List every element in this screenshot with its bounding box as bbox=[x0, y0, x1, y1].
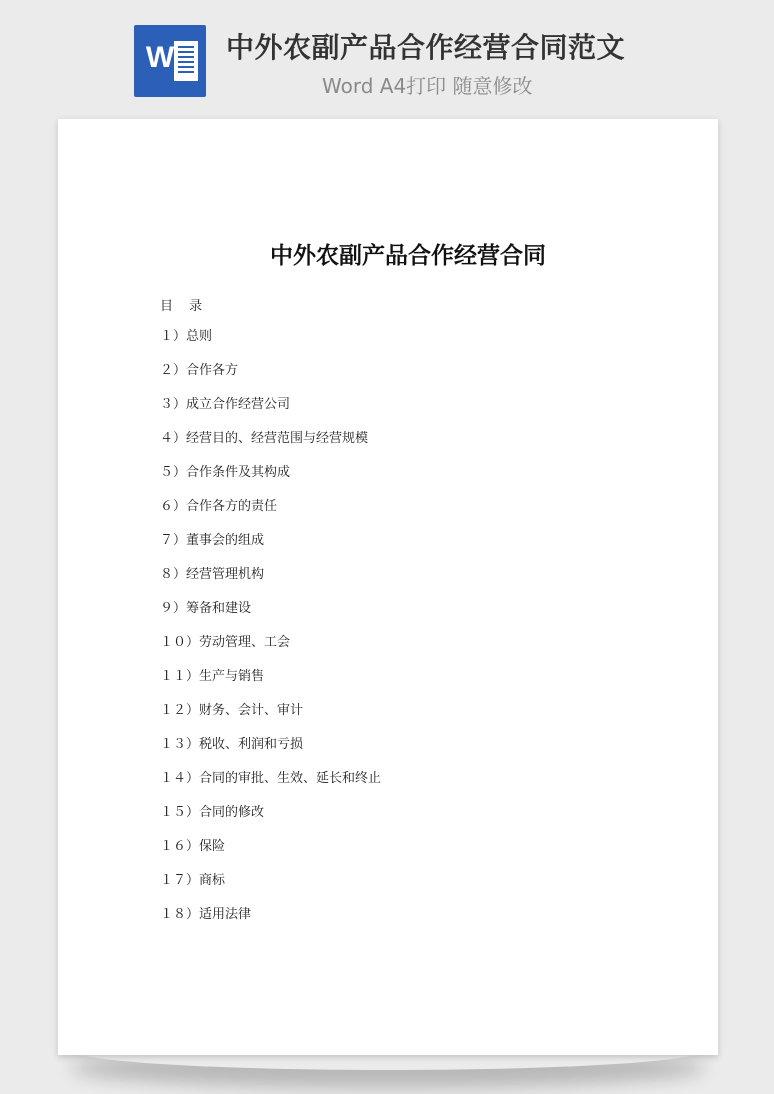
document-title: 中外农副产品合作经营合同 bbox=[270, 243, 546, 269]
toc-item: １４）合同的审批、生效、延长和终止 bbox=[160, 771, 382, 786]
header-title: 中外农副产品合作经营合同范文 bbox=[226, 31, 626, 64]
toc-item: １０）劳动管理、工会 bbox=[160, 635, 291, 650]
toc-heading: 目 录 bbox=[160, 299, 209, 314]
toc-item: ２）合作各方 bbox=[160, 363, 239, 378]
toc-item: ６）合作各方的责任 bbox=[160, 499, 278, 514]
toc-item: ５）合作条件及其构成 bbox=[160, 465, 291, 480]
toc-list bbox=[160, 329, 381, 941]
header-subtitle: Word A4打印 随意修改 bbox=[322, 74, 533, 98]
toc-item: ８）经营管理机构 bbox=[160, 567, 265, 582]
toc-item: １５）合同的修改 bbox=[160, 805, 265, 820]
document-page bbox=[58, 119, 718, 1055]
toc-item: １）总则 bbox=[160, 329, 213, 344]
page-header bbox=[0, 0, 774, 118]
toc-item: ９）筹备和建设 bbox=[160, 601, 252, 616]
word-icon-letter: W bbox=[145, 41, 175, 74]
toc-item: １７）商标 bbox=[160, 873, 226, 888]
toc-item: １８）适用法律 bbox=[160, 907, 252, 922]
word-icon bbox=[134, 25, 206, 97]
toc-item: １６）保险 bbox=[160, 839, 226, 854]
toc-item: １１）生产与销售 bbox=[160, 669, 265, 684]
document-lines-icon bbox=[174, 41, 198, 81]
toc-item: ７）董事会的组成 bbox=[160, 533, 265, 548]
toc-item: １３）税收、利润和亏损 bbox=[160, 737, 304, 752]
toc-item: ４）经营目的、经营范围与经营规模 bbox=[160, 431, 369, 446]
toc-item: ３）成立合作经营公司 bbox=[160, 397, 291, 412]
toc-item: １２）财务、会计、审计 bbox=[160, 703, 304, 718]
